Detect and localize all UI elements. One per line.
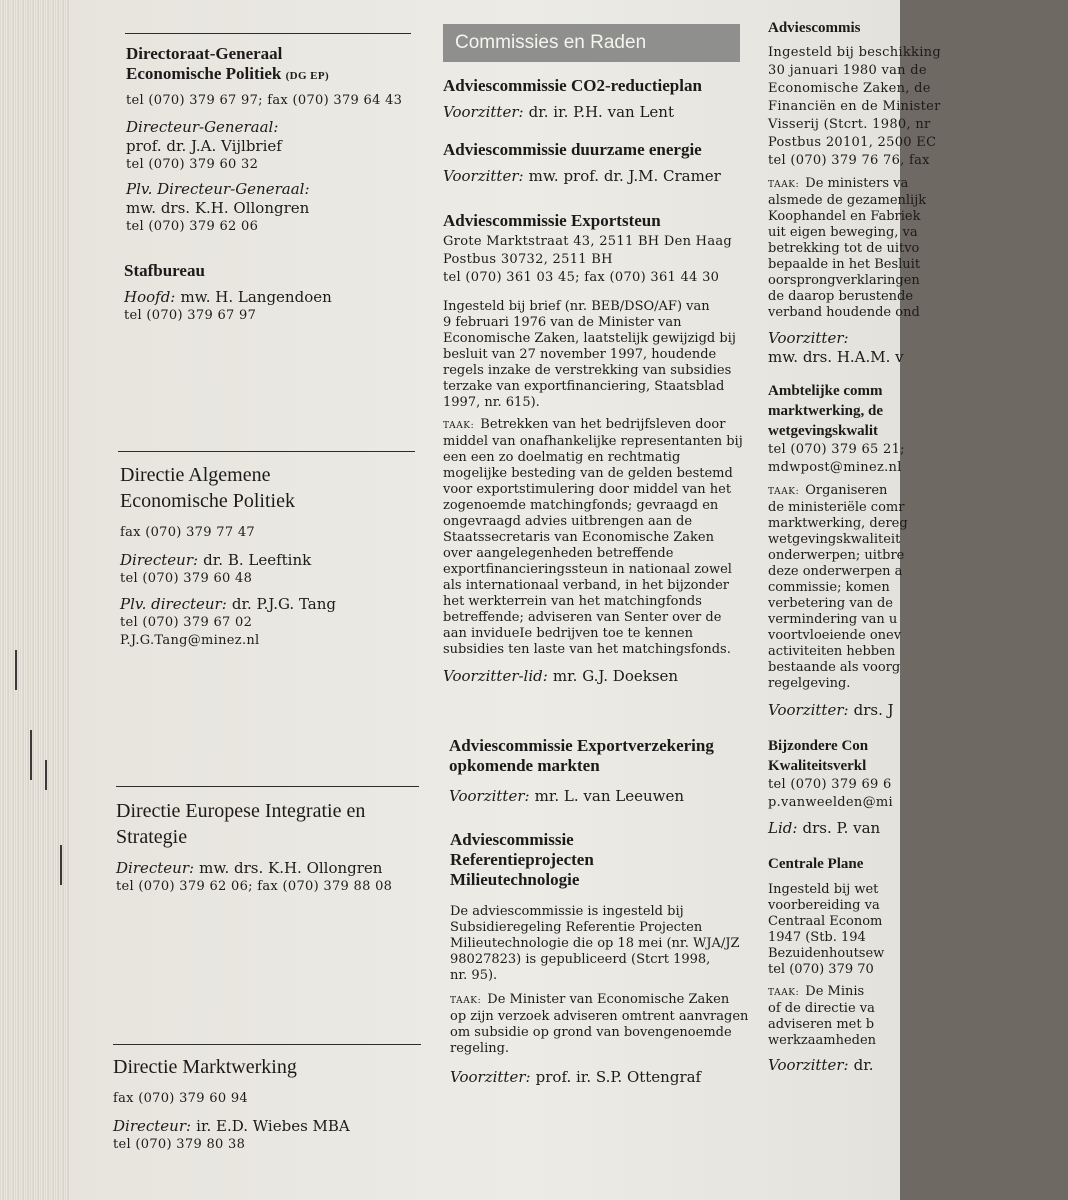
rc-amb-title: Ambtelijke comm marktwerking, de wetgevingskwalit: [768, 383, 883, 439]
dm-title: Directie Marktwerking: [113, 1056, 297, 1078]
role-label: Voorzitter:: [768, 701, 849, 719]
dm-fax: fax (070) 379 60 94: [113, 1091, 248, 1106]
person-name: mw. prof. dr. J.M. Cramer: [528, 167, 721, 185]
co2-title: Adviescommissie CO2-reductieplan: [443, 76, 702, 95]
person-name: drs. J: [853, 701, 894, 719]
person-name: prof. ir. S.P. Ottengraf: [535, 1068, 702, 1086]
page-stack-edge: [0, 0, 78, 1200]
rc-cpb-text: Ingesteld bij wet voorbereiding va Centraal Econom 1947 (Stb. 194 Bezuidenhoutsew tel (070) 379 70: [768, 882, 885, 977]
section-rule: [118, 451, 415, 452]
person-name: dr. ir. P.H. van Lent: [528, 103, 674, 121]
role-label: Voorzitter:: [443, 167, 524, 185]
dg-title: Directoraat-Generaal Economische Politiek (DG EP): [126, 44, 330, 83]
exportverz-title: Adviescommissie Exportverzekering opkomende markten: [449, 736, 714, 775]
rc-taak: TAAK: De ministers va alsmede de gezamenlijk Koophandel en Fabriek uit eigen beweging, va betrekking tot de uitvo bepaalde in het Besluit oorsprongverklaringen de daarop berustende verband houdende ond: [768, 176, 927, 320]
rc-bijz-title: Bijzondere Con Kwaliteitsverkl: [768, 738, 869, 774]
right-column-cropped: [765, 0, 941, 1200]
person-name: mw. H. Langendoen: [180, 288, 332, 306]
person-name: dr. P.J.G. Tang: [231, 595, 336, 613]
rc-line: Ingesteld bij beschikking: [768, 45, 941, 60]
rc-cpb-title: Centrale Plane: [768, 856, 864, 872]
deis-title: Directie Europese Integratie en Strategie: [116, 800, 366, 848]
rc-line: Postbus 20101, 2500 EC: [768, 135, 937, 150]
person-name: dr.: [853, 1056, 874, 1074]
section-rule: [116, 786, 419, 787]
rc-line: Financiën en de Minister: [768, 99, 941, 114]
role-label: Directeur:: [116, 859, 195, 877]
page-edge-mark: [30, 730, 32, 780]
role-label: Lid:: [768, 819, 798, 837]
section-banner: Commissies en Raden: [443, 24, 740, 62]
person-tel: tel (070) 379 80 38: [113, 1137, 246, 1152]
person-name: prof. dr. J.A. Vijlbrief: [126, 137, 282, 155]
person-name: dr. B. Leeftink: [203, 551, 312, 569]
exportsteun-section: [443, 211, 765, 686]
rc-tel: tel (070) 379 69 6: [768, 777, 892, 792]
role-label: Directeur:: [113, 1117, 192, 1135]
daep-section: [120, 462, 420, 650]
rc-title: Adviescommis: [768, 20, 861, 36]
duurzaam-section: [443, 140, 763, 186]
rc-email[interactable]: p.vanweelden@mi: [768, 795, 893, 810]
rc-line: Economische Zaken, de: [768, 81, 931, 96]
role-label: Hoofd:: [124, 288, 176, 306]
person-name: drs. P. van: [802, 819, 881, 837]
role-label: Voorzitter:: [449, 787, 530, 805]
deis-tel: tel (070) 379 62 06; fax (070) 379 88 08: [116, 879, 393, 894]
dg-section: [126, 44, 426, 236]
contact-line: tel (070) 361 03 45; fax (070) 361 44 30: [443, 270, 720, 285]
refproj-title: Adviescommissie Referentieprojecten Milieutechnologie: [450, 830, 594, 889]
page-edge-mark: [60, 845, 62, 885]
person-name: mw. drs. H.A.M. v: [768, 348, 904, 366]
rc-line: 30 januari 1980 van de: [768, 63, 927, 78]
taak-paragraph: TAAK: Betrekken van het bedrijfsleven door middel van onafhankelijke representanten bij een een zo doelmatig en rechtmatig mogelijke besteding van de gelden bestemd voor exportstimulering door middel van het zogenoemde matchingfonds; gevraagd en ongevraagd advies uitbrengen aan de Staatssecretaris van Economische Zaken over aangelegenheden betreffende exportfinancieringssteun in nationaal zowel als internationaal verband, in het bijzonder het werkterrein van het matchingfonds betreffende; adviseren van Senter over de aan invidueIe bedrijven toe te kennen subsidies ten laste van het matchingsfonds.: [443, 417, 743, 657]
role-label: Voorzitter:: [768, 329, 849, 347]
person-email[interactable]: P.J.G.Tang@minez.nl: [120, 633, 260, 648]
rc-cpb-taak: TAAK: De Minis of de directie va adviseren met b werkzaamheden: [768, 984, 877, 1048]
person-tel: tel (070) 379 67 02: [120, 615, 253, 630]
rc-tel: tel (070) 379 65 21;: [768, 442, 905, 457]
daep-title: Directie Algemene Economische Politiek: [120, 464, 295, 512]
role-label: Voorzitter:: [450, 1068, 531, 1086]
page-edge-mark: [45, 760, 47, 790]
rc-line: Visserij (Stcrt. 1980, nr: [768, 117, 931, 132]
stafbureau-section: [124, 261, 424, 325]
exportverz-section: [449, 736, 769, 806]
refproj-section: [450, 830, 770, 1087]
person-tel: tel (070) 379 60 48: [120, 571, 253, 586]
person-name: mw. drs. K.H. Ollongren: [199, 859, 383, 877]
role-label: Directeur-Generaal:: [126, 118, 279, 136]
role-label: Directeur:: [120, 551, 199, 569]
deis-section: [116, 798, 421, 896]
address-line: Postbus 30732, 2511 BH: [443, 252, 613, 267]
person-name: mw. drs. K.H. Ollongren: [126, 199, 310, 217]
rc-amb-taak: TAAK: Organiseren de ministeriële comr marktwerking, dereg wetgevingskwaliteit onderwerpen; uitbre deze onderwerpen a commissie; komen verbetering van de vermindering van u voortvloeiende onev activiteiten hebben bestaande als voorg regelgeving.: [768, 483, 908, 691]
taak-paragraph: TAAK: De Minister van Economische Zaken op zijn verzoek adviseren omtrent aanvragen om subsidie op grond van bovengenoemde regeling.: [450, 992, 749, 1056]
role-label: Voorzitter:: [768, 1056, 849, 1074]
person-name: ir. E.D. Wiebes MBA: [196, 1117, 350, 1135]
paragraph: Ingesteld bij brief (nr. BEB/DSO/AF) van 9 februari 1976 van de Minister van Economische Zaken, laatstelijk gewijzigd bij besluit van 27 november 1997, houdende regels inzake de verstrekking van subsidies terzake van exportfinanciering, Staatsblad 1997, nr. 615).: [443, 299, 736, 410]
person-tel: tel (070) 379 60 32: [126, 157, 259, 172]
dm-section: [113, 1054, 418, 1154]
role-label: Voorzitter-lid:: [443, 667, 548, 685]
co2-section: [443, 76, 763, 122]
page-edge-mark: [15, 650, 17, 690]
person-name: mr. L. van Leeuwen: [534, 787, 685, 805]
role-label: Plv. Directeur-Generaal:: [126, 180, 310, 198]
section-rule: [113, 1044, 421, 1045]
duurzaam-title: Adviescommissie duurzame energie: [443, 140, 702, 159]
person-tel: tel (070) 379 62 06: [126, 219, 259, 234]
daep-fax: fax (070) 379 77 47: [120, 525, 255, 540]
role-label: Plv. directeur:: [120, 595, 227, 613]
dg-tel: tel (070) 379 67 97; fax (070) 379 64 43: [126, 93, 403, 108]
stafbureau-title: Stafbureau: [124, 261, 205, 280]
person-tel: tel (070) 379 67 97: [124, 308, 257, 323]
exportsteun-title: Adviescommissie Exportsteun: [443, 211, 661, 230]
role-label: Voorzitter:: [443, 103, 524, 121]
section-rule: [125, 33, 411, 34]
rc-email[interactable]: mdwpost@minez.nl: [768, 460, 902, 475]
address-line: Grote Marktstraat 43, 2511 BH Den Haag: [443, 234, 733, 249]
paragraph: De adviescommissie is ingesteld bij Subsidieregeling Referentie Projecten Milieutechnologie die op 18 mei (nr. WJA/JZ 98027823) is gepubliceerd (Stcrt 1998, nr. 95).: [450, 904, 740, 983]
person-name: mr. G.J. Doeksen: [552, 667, 679, 685]
rc-line: tel (070) 379 76 76, fax: [768, 153, 930, 168]
